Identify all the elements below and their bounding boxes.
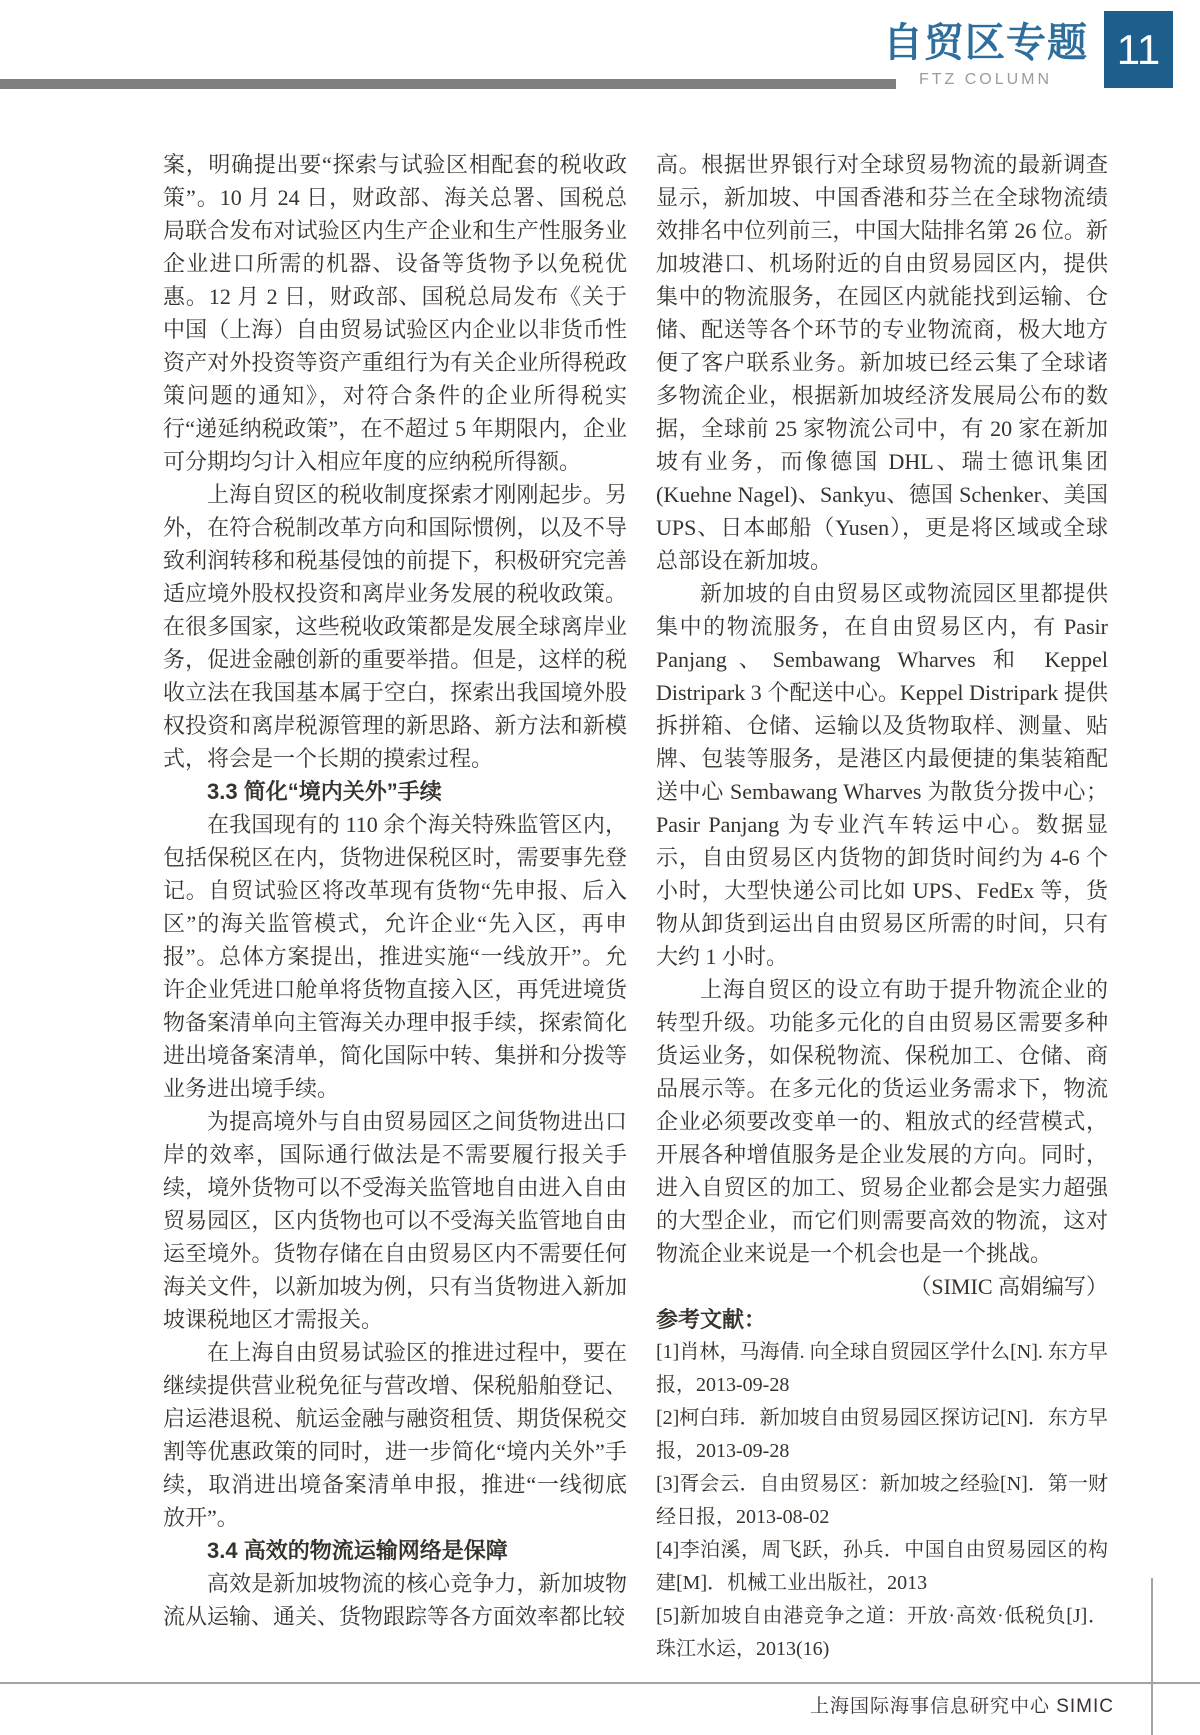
page-number-badge: 11 bbox=[1104, 11, 1173, 88]
paragraph: 在我国现有的 110 余个海关特殊监管区内，包括保税区在内，货物进保税区时，需要事先登记。自贸试验区将改革现有货物“先申报、后入区”的海关监管模式，允许企业“先入区，再申报”。总体方案提出，推进实施“一线放开”。允许企业凭进口舱单将货物直接入区，再凭进境货物备案清单向主管海关办理申报手续，探索简化进出境备案清单，简化国际中转、集拼和分拨等业务进出境手续。 bbox=[163, 812, 627, 1101]
reference-item: [5]新加坡自由港竞争之道：开放·高效·低税负[J]．珠江水运，2013(16) bbox=[656, 1605, 1108, 1660]
reference-item: [4]李泊溪，周飞跃，孙兵．中国自由贸易园区的构建[M]．机械工业出版社，2013 bbox=[656, 1539, 1108, 1594]
column-subtitle: FTZ COLUMN bbox=[918, 71, 1053, 88]
footer-text: 上海国际海事信息研究中心 SIMIC bbox=[809, 1696, 1114, 1717]
reference-item: [3]胥会云．自由贸易区：新加坡之经验[N]．第一财经日报，2013-08-02 bbox=[656, 1473, 1108, 1528]
paragraph: 在上海自由贸易试验区的推进过程中，要在继续提供营业税免征与营改增、保税船舶登记、启运港退税、航运金融与融资租赁、期货保税交割等优惠政策的同时，进一步简化“境内关外”手续，取消进出境备案清单申报，推进“一线彻底放开”。 bbox=[163, 1340, 627, 1530]
header-rule-bar bbox=[0, 79, 896, 89]
footer-rule bbox=[0, 1682, 1200, 1684]
reference-item: [1]肖林，马海倩. 向全球自贸园区学什么[N]. 东方早报，2013-09-28 bbox=[656, 1341, 1108, 1396]
column-title: 自贸区专题 bbox=[883, 21, 1088, 65]
paragraph: 案，明确提出要“探索与试验区相配套的税收政策”。10 月 24 日，财政部、海关总署、国税总局联合发布对试验区内生产企业和生产性服务业企业进口所需的机器、设备等货物予以免税优惠。12 月 2 日，财政部、国税总局发布《关于中国（上海）自由贸易试验区内企业以非货币性资产对外投资等资产重组行为有关企业所得税政策问题的通知》，对符合条件的企业所得税实行“递延纳税政策”，在不超过 5 年期限内，企业可分期均匀计入相应年度的应纳税所得额。 bbox=[163, 152, 627, 474]
reference-item: [2]柯白玮．新加坡自由贸易园区探访记[N]．东方早报，2013-09-28 bbox=[656, 1407, 1108, 1462]
paragraph: 为提高境外与自由贸易园区之间货物进出口岸的效率，国际通行做法是不需要履行报关手续，境外货物可以不受海关监管地自由进入自由贸易园区，区内货物也可以不受海关监管地自由运至境外。货物存储在自由贸易区内不需要任何海关文件，以新加坡为例，只有当货物进入新加坡课税地区才需报关。 bbox=[163, 1109, 627, 1332]
footer-divider bbox=[1151, 1578, 1153, 1735]
left-column bbox=[163, 148, 627, 1633]
section-heading: 3.4 高效的物流运输网络是保障 bbox=[207, 1538, 508, 1563]
paragraph: 高。根据世界银行对全球贸易物流的最新调查显示，新加坡、中国香港和芬兰在全球物流绩效排名中位列前三，中国大陆排名第 26 位。新加坡港口、机场附近的自由贸易园区内，提供集中的物流服务，在园区内就能找到运输、仓储、配送等各个环节的专业物流商，极大地方便了客户联系业务。新加坡已经云集了全球诸多物流企业，根据新加坡经济发展局公布的数据，全球前 25 家物流公司中，有 20 家在新加坡有业务，而像德国 DHL、瑞士德讯集团(Kuehne Nagel)、Sankyu、德国 Schenker、美国 UPS、日本邮船（Yusen），更是将区域或全球总部设在新加坡。 bbox=[656, 152, 1108, 573]
paragraph: 高效是新加坡物流的核心竞争力，新加坡物流从运输、通关、货物跟踪等各方面效率都比较 bbox=[163, 1571, 627, 1629]
paragraph: 上海自贸区的税收制度探索才刚刚起步。另外，在符合税制改革方向和国际惯例，以及不导致利润转移和税基侵蚀的前提下，积极研究完善适应境外股权投资和离岸业务发展的税收政策。在很多国家，这些税收政策都是发展全球离岸业务，促进金融创新的重要举措。但是，这样的税收立法在我国基本属于空白，探索出我国境外股权投资和离岸税源管理的新思路、新方法和新模式，将会是一个长期的摸索过程。 bbox=[163, 482, 627, 771]
byline: （SIMIC 高娟编写） bbox=[909, 1274, 1108, 1299]
section-heading: 3.3 简化“境内关外”手续 bbox=[207, 779, 442, 804]
section-heading: 参考文献： bbox=[656, 1307, 767, 1332]
masthead bbox=[883, 18, 1088, 88]
paragraph: 新加坡的自由贸易区或物流园区里都提供集中的物流服务，在自由贸易区内，有 Pasir Panjang、Sembawang Wharves 和 Keppel Distripark 3 个配送中心。Keppel Distripark 提供拆拼箱、仓储、运输以及货物取样、测量、贴牌、包装等服务，是港区内最便捷的集装箱配送中心 Sembawang Wharves 为散货分拨中心；Pasir Panjang 为专业汽车转运中心。数据显示，自由贸易区内货物的卸货时间约为 4-6 个小时，大型快递公司比如 UPS、FedEx 等，货物从卸货到运出自由贸易区所需的时间，只有大约 1 小时。 bbox=[656, 581, 1108, 969]
right-column bbox=[656, 148, 1108, 1666]
paragraph: 上海自贸区的设立有助于提升物流企业的转型升级。功能多元化的自由贸易区需要多种货运业务，如保税物流、保税加工、仓储、商品展示等。在多元化的货运业务需求下，物流企业必须要改变单一的、粗放式的经营模式，开展各种增值服务是企业发展的方向。同时，进入自贸区的加工、贸易企业都会是实力超强的大型企业，而它们则需要高效的物流，这对物流企业来说是一个机会也是一个挑战。 bbox=[656, 977, 1108, 1266]
